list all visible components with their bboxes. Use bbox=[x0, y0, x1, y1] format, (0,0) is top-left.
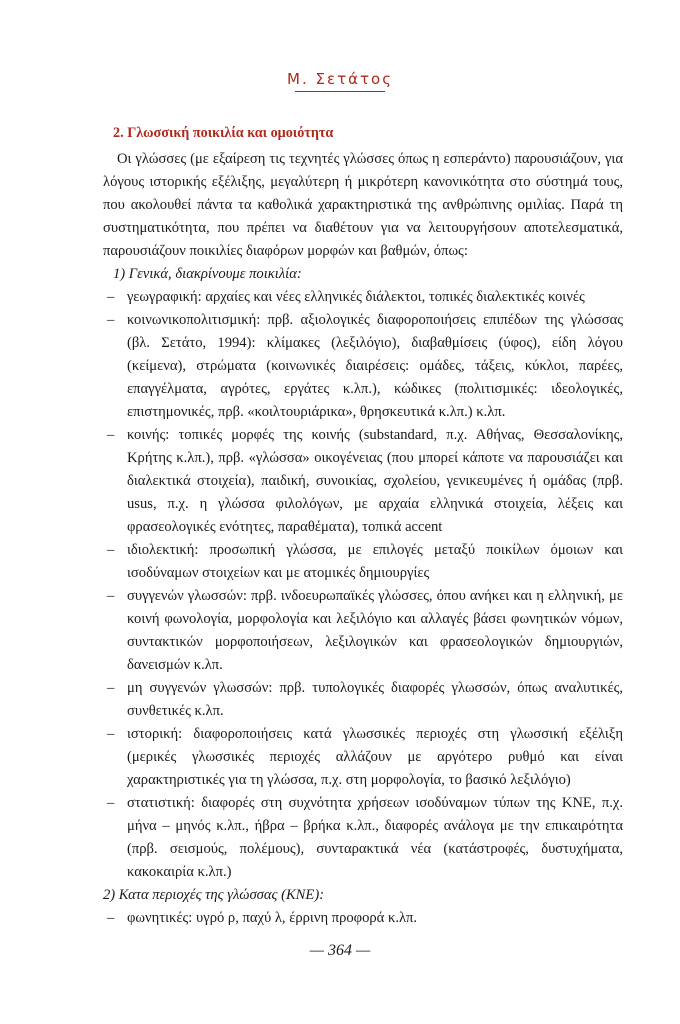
list-item: – ιστορική: διαφοροποιήσεις κατά γλωσσικές περιοχές στη γλωσσική εξέλιξη (μερικές γλωσσικές περιοχές αλλάζουν με αργότερο ρυθμό και είναι χαρακτηριστικές για τη γλώσσα, π.χ. στη μορφολογία, το βασικό λεξιλόγιο) bbox=[103, 723, 623, 792]
group1-list bbox=[103, 286, 623, 884]
running-head-text: Μ. Σετάτος bbox=[287, 70, 393, 88]
page-number: — 364 — bbox=[309, 942, 371, 959]
running-head bbox=[0, 70, 680, 92]
list-item: – γεωγραφική: αρχαίες και νέες ελληνικές διάλεκτοι, τοπικές διαλεκτικές κοινές bbox=[103, 286, 623, 309]
list-item: – φωνητικές: υγρό ρ, παχύ λ, έρρινη προφορά κ.λπ. bbox=[103, 907, 623, 930]
list-item: – κοινωνικοπολιτισμική: πρβ. αξιολογικές διαφοροποιήσεις επιπέδων της γλώσσας (βλ. Σετάτο, 1994): κλίμακες (λεξιλόγιο), διαβαθμίσεις (ύφος), είδη λόγου (κείμενα), στρώματα (κοινωνικές διαιρέσεις: ομάδες, τάξεις, κύκλοι, παρέες, επαγγέλματα, αγρότες, εργάτες κ.λπ.), κώδικες (πολιτισμικές: ιδεολογικές, επιστημονικές, πρβ. «κοιλτουριάρικα», θρησκευτικά κ.λπ.) κ.λπ. bbox=[103, 309, 623, 424]
list-item: – μη συγγενών γλωσσών: πρβ. τυπολογικές διαφορές γλωσσών, όπως αναλυτικές, συνθετικές κ.λπ. bbox=[103, 677, 623, 723]
list-item: – συγγενών γλωσσών: πρβ. ινδοευρωπαϊκές γλώσσες, όπου ανήκει και η ελληνική, με κοινή φωνολογία, μορφολογία και λεξιλόγιο και αλλαγές βάσει φωνητικών νόμων, συντακτικών μορφοποιήσεων, λεξιλογικών και φρασεολογικών δημιουργιών, δανεισμών κ.λπ. bbox=[103, 585, 623, 677]
body-text bbox=[103, 122, 623, 930]
list-item: – κοινής: τοπικές μορφές της κοινής (substandard, π.χ. Αθήνας, Θεσσαλονίκης, Κρήτης κ.λπ.), πρβ. «γλώσσα» οικογένειας (που μπορεί κάποτε να παρουσιάζει και διαλεκτικά στοιχεία), παιδική, συνοικίας, σχολείου, γενικευμένες ή ομάδας (πρβ. usus, π.χ. η γλώσσα φιλολόγων, με αρχαία ελληνικά στοιχεία, λέξεις και φρασεολογικές ενότητες, παραθέματα), τοπικά accent bbox=[103, 424, 623, 539]
section-title: 2. Γλωσσική ποικιλία και ομοιότητα bbox=[113, 125, 334, 141]
group1-heading: 1) Γενικά, διακρίνουμε ποικιλία: bbox=[113, 266, 302, 282]
intro-paragraph: Οι γλώσσες (με εξαίρεση τις τεχνητές γλώσσες όπως η εσπεράντο) παρουσιάζουν, για λόγους ιστορικής εξέλιξης, μεγαλύτερη ή μικρότερη κανονικότητα στο σύστημά τους, που ακολουθεί πάντα τα καθολικά χαρακτηριστικά της ανθρώπινης ομιλίας. Παρά τη συστηματικότητα, που πρέπει να διαθέτουν για να λειτουργήσουν αποτελεσματικά, παρουσιάζουν ποικιλίες διαφόρων μορφών και βαθμών, όπως: bbox=[103, 151, 623, 259]
group2-list bbox=[103, 907, 623, 930]
running-head-rule bbox=[295, 91, 385, 92]
group2-heading: 2) Κατα περιοχές της γλώσσας (ΚΝΕ): bbox=[103, 887, 325, 903]
list-item: – ιδιολεκτική: προσωπική γλώσσα, με επιλογές μεταξύ ποικίλων όμοιων και ισοδύναμων στοιχείων και με ατομικές δημιουργίες bbox=[103, 539, 623, 585]
list-item: – στατιστική: διαφορές στη συχνότητα χρήσεων ισοδύναμων τύπων της ΚΝΕ, π.χ. μήνα – μηνός κ.λπ., ήβρα – βρήκα κ.λπ., διαφορές ανάλογα με την επικαιρότητα (πρβ. σεισμούς, πολέμους), συνταρακτικά νέα (κατάστροφές, δυστυχήματα, κακοκαιρία κ.λπ.) bbox=[103, 792, 623, 884]
